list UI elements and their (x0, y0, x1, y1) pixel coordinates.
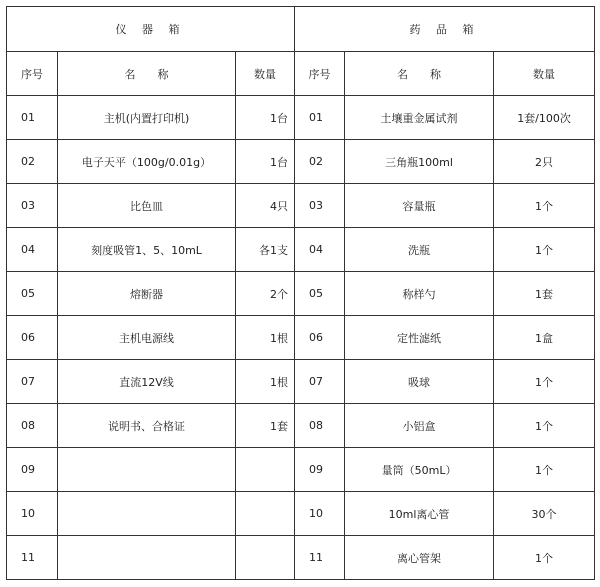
table-row (7, 228, 595, 272)
left-item-no: 11 (7, 536, 58, 580)
right-item-qty: 1个 (494, 184, 595, 228)
right-item-no: 07 (295, 360, 345, 404)
right-item-no: 11 (295, 536, 345, 580)
right-qty-header: 数量 (494, 52, 595, 96)
right-item-qty: 1套 (494, 272, 595, 316)
left-item-name: 比色皿 (58, 184, 236, 228)
table-row (7, 184, 595, 228)
right-item-name: 土壤重金属试剂 (345, 96, 494, 140)
right-item-name: 吸球 (345, 360, 494, 404)
left-item-no: 06 (7, 316, 58, 360)
table-row (7, 536, 595, 580)
table-row (7, 404, 595, 448)
left-name-header: 名 称 (58, 52, 236, 96)
right-item-qty: 1个 (494, 536, 595, 580)
right-item-qty: 30个 (494, 492, 595, 536)
right-item-qty: 1套/100次 (494, 96, 595, 140)
left-item-qty: 1根 (236, 360, 295, 404)
left-qty-header: 数量 (236, 52, 295, 96)
left-item-name: 说明书、合格证 (58, 404, 236, 448)
left-item-no: 09 (7, 448, 58, 492)
left-item-name (58, 536, 236, 580)
right-item-name: 小铝盒 (345, 404, 494, 448)
left-item-name: 主机(内置打印机) (58, 96, 236, 140)
right-item-no: 04 (295, 228, 345, 272)
left-item-qty: 2个 (236, 272, 295, 316)
table-row (7, 360, 595, 404)
left-item-qty (236, 492, 295, 536)
table-row (7, 140, 595, 184)
column-header-row (7, 52, 595, 96)
table-row (7, 272, 595, 316)
right-item-no: 09 (295, 448, 345, 492)
right-item-no: 05 (295, 272, 345, 316)
left-item-no: 03 (7, 184, 58, 228)
reagent-box-title: 药 品 箱 (295, 7, 595, 52)
instrument-box-title: 仪 器 箱 (7, 7, 295, 52)
left-item-qty: 1根 (236, 316, 295, 360)
left-item-no: 07 (7, 360, 58, 404)
table-row (7, 96, 595, 140)
left-item-qty: 各1支 (236, 228, 295, 272)
right-item-name: 洗瓶 (345, 228, 494, 272)
left-item-qty (236, 536, 295, 580)
right-item-no: 03 (295, 184, 345, 228)
right-item-no: 01 (295, 96, 345, 140)
left-item-qty (236, 448, 295, 492)
right-item-name: 定性滤纸 (345, 316, 494, 360)
left-item-no: 04 (7, 228, 58, 272)
right-item-name: 10ml离心管 (345, 492, 494, 536)
left-item-no: 02 (7, 140, 58, 184)
left-item-no: 05 (7, 272, 58, 316)
right-item-name: 离心管架 (345, 536, 494, 580)
right-name-header: 名 称 (345, 52, 494, 96)
table-row (7, 448, 595, 492)
right-item-no: 08 (295, 404, 345, 448)
left-item-name: 电子天平（100g/0.01g） (58, 140, 236, 184)
right-item-qty: 2只 (494, 140, 595, 184)
left-item-name (58, 448, 236, 492)
right-item-no: 06 (295, 316, 345, 360)
left-item-name (58, 492, 236, 536)
table-row (7, 492, 595, 536)
section-header-row (7, 7, 595, 52)
right-item-qty: 1盒 (494, 316, 595, 360)
right-item-name: 量筒（50mL） (345, 448, 494, 492)
left-item-qty: 1台 (236, 96, 295, 140)
left-item-qty: 1套 (236, 404, 295, 448)
left-item-name: 直流12V线 (58, 360, 236, 404)
right-item-name: 三角瓶100ml (345, 140, 494, 184)
right-item-no: 02 (295, 140, 345, 184)
right-item-name: 称样勺 (345, 272, 494, 316)
left-item-qty: 4只 (236, 184, 295, 228)
right-item-name: 容量瓶 (345, 184, 494, 228)
right-item-qty: 1个 (494, 228, 595, 272)
left-item-no: 08 (7, 404, 58, 448)
right-item-qty: 1个 (494, 360, 595, 404)
left-item-name: 熔断器 (58, 272, 236, 316)
left-no-header: 序号 (7, 52, 58, 96)
left-item-no: 10 (7, 492, 58, 536)
table-row (7, 316, 595, 360)
right-item-qty: 1个 (494, 404, 595, 448)
right-item-qty: 1个 (494, 448, 595, 492)
right-no-header: 序号 (295, 52, 345, 96)
left-item-name: 刻度吸管1、5、10mL (58, 228, 236, 272)
left-item-qty: 1台 (236, 140, 295, 184)
packing-list-table (6, 6, 595, 580)
right-item-no: 10 (295, 492, 345, 536)
left-item-name: 主机电源线 (58, 316, 236, 360)
left-item-no: 01 (7, 96, 58, 140)
